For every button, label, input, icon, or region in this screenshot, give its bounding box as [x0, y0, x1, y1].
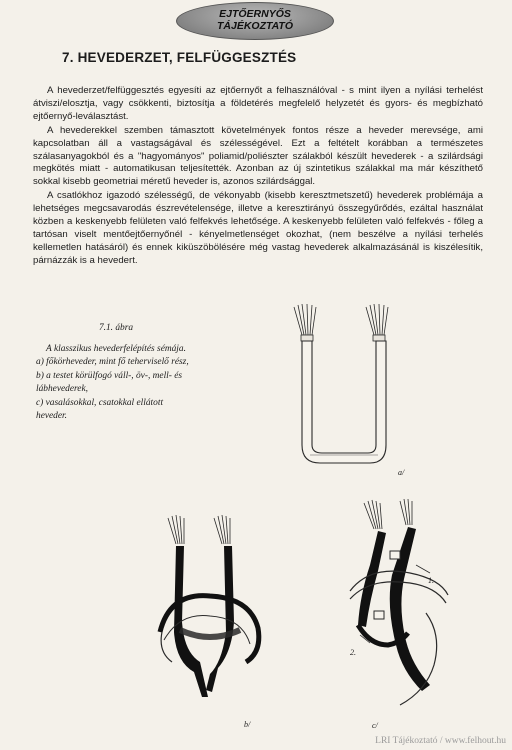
paragraph-2: A hevederekkel szemben támasztott követelmények fontos része a heveder merevsége, ami kapcsolatban áll a vastagságával és szélességével. Ezt a feltételt korábban a természetes szálasanyagokból és a "hagyományos" poliamid/poliészter szálakból készült hevederek - a szilárdsági megkötés miatt - automatikusan teljesítették. Azonban az új szintetikus szálakkal ma már készíthető sokkal kisebb geometriai méretű heveder is, azonos szilárdsággal. — [33, 124, 483, 188]
figure-item-a: a) főkörheveder, mint fő teherviselő rész, — [36, 357, 189, 367]
label-c: c/ — [372, 721, 378, 730]
badge-line-2: TÁJÉKOZTATÓ — [216, 20, 294, 32]
harness-drawing-c — [330, 495, 470, 720]
figure-title: A klasszikus hevederfelépítés sémája. — [46, 343, 186, 354]
figure-number: 7.1. ábra — [98, 323, 134, 333]
label-a: a/ — [398, 468, 405, 477]
harness-drawing-a — [280, 295, 430, 480]
figure-item-b: b) a testet körülfogó váll-, öv-, mell- és lábhevederek, — [36, 370, 183, 394]
harness-drawing-b — [150, 512, 270, 712]
label-n1: 1. — [428, 576, 434, 585]
figure-item-c: c) vasalásokkal, csatokkal ellátott heveder. — [36, 397, 164, 421]
badge-line-1: EJTŐERNYŐS — [219, 8, 291, 20]
paragraph-1: A hevederzet/felfüggesztés egyesíti az ejtőernyőt a felhasználóval - s mint ilyen a nyílási terhelést átviszi/elosztja, vagy csökkenti, biztosítja a földetérés megfelelő helyzetét és gyors- és megbízható ejtőernyő-leválasztást. — [33, 85, 483, 122]
label-b: b/ — [244, 720, 251, 729]
publication-badge — [176, 2, 334, 40]
figure-caption — [36, 322, 196, 424]
label-n2: 2. — [350, 648, 356, 657]
footer-credit: LRI Tájékoztató / www.felhout.hu — [375, 736, 506, 746]
section-title: 7. HEVEDERZET, FELFÜGGESZTÉS — [62, 50, 297, 65]
section-body — [33, 85, 483, 269]
paragraph-3: A csatlókhoz igazodó szélességű, de vékonyabb (kisebb keresztmetszetű) hevederek problémája a lehetséges megcsavarodás észrevételensége, illetve a keresztirányú összegyűrődés, ezáltal használat közben a keskenyebb felületen való felfekvés lehetősége. A keskenyebb felületen való felfekvés - főleg a tartósan viselt mentőejtőernyőnél - kényelmetlenséget okozhat, (nem beszélve a nyílási terhelés kellemetlen hatásáról) és ennek kiküszöbölésére még vastag hevederek alkalmazásánál is kiszélesítik, párnázzák is a hevedert. — [33, 190, 483, 266]
